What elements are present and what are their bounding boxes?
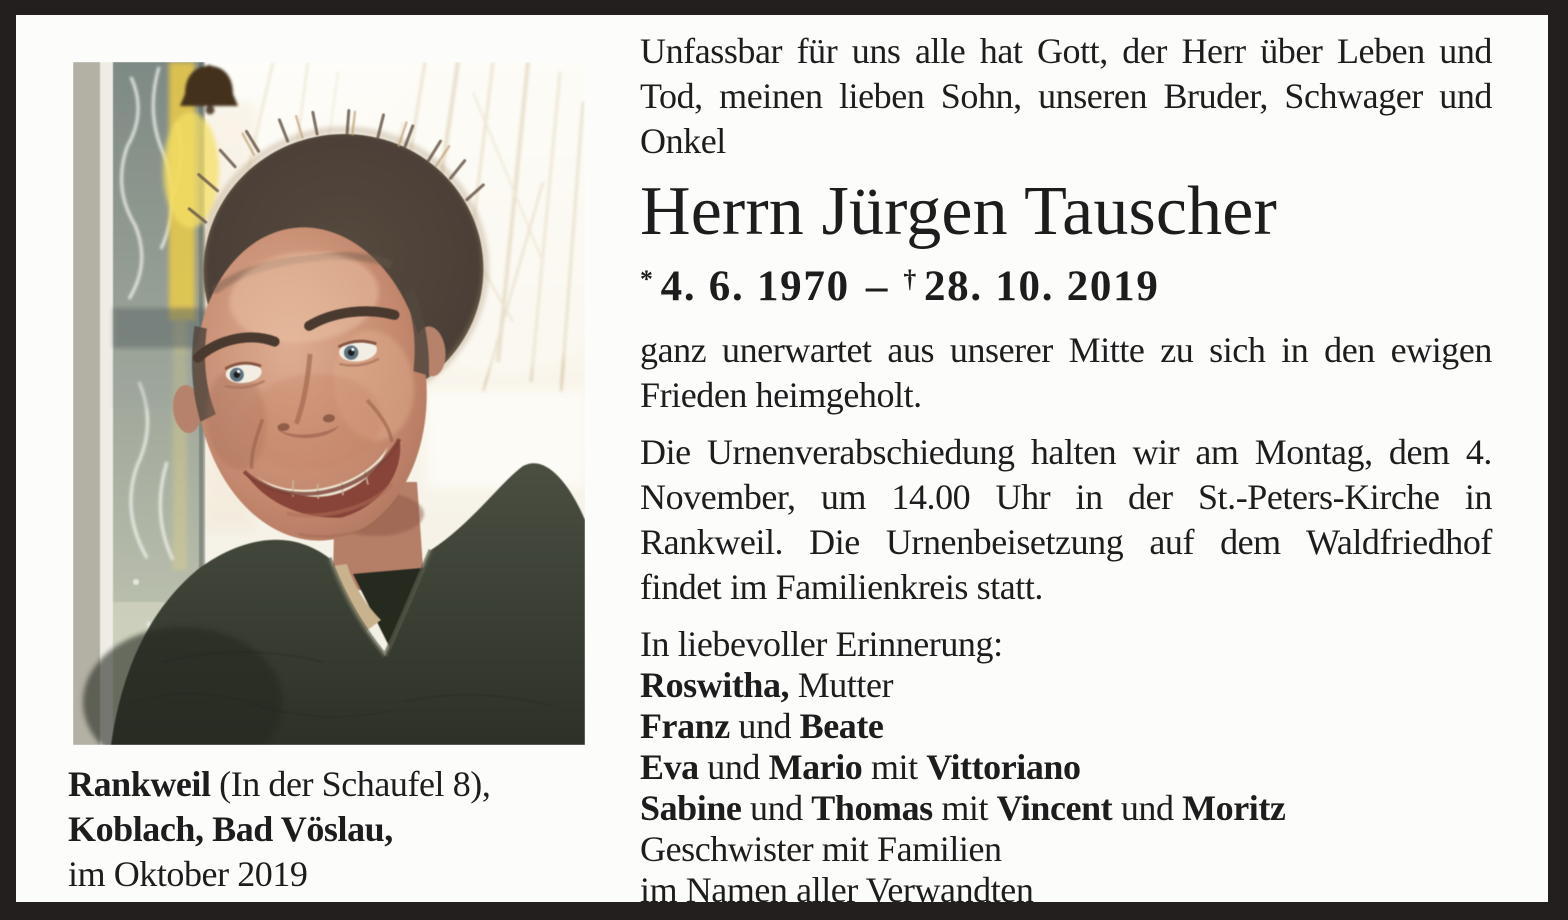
location-line-1 [68, 762, 608, 807]
location-date: im Oktober 2019 [68, 854, 308, 894]
birth-death-dates [640, 254, 1492, 312]
birth-star-icon: * [640, 264, 655, 293]
mourner-connector: und [741, 787, 812, 828]
remembrance-heading: In liebevoller Erinnerung: [640, 623, 1003, 664]
location-places-2: Koblach, Bad Vöslau, [68, 809, 393, 849]
mourner-name: Thomas [811, 787, 933, 828]
mourner-name: Roswitha, [640, 664, 790, 705]
remembrance-block [640, 624, 1492, 911]
mourner-name: Beate [799, 705, 884, 746]
portrait-photo [73, 62, 585, 745]
mourner-connector: und [1112, 787, 1183, 828]
location-line-3 [68, 852, 608, 897]
mourner-connector: mit [932, 787, 997, 828]
mourner-name: Franz [640, 705, 730, 746]
mourner-relation: Mutter [789, 664, 894, 705]
location-line-2 [68, 807, 608, 852]
mourner-line-1 [640, 665, 1492, 706]
mourner-line-4 [640, 788, 1492, 829]
notice-text-column [640, 29, 1492, 911]
passing-paragraph: ganz unerwartet aus unserer Mitte zu sich in den ewigen Frieden heimgeholt. [640, 329, 1492, 415]
mourner-line-2 [640, 706, 1492, 747]
location-place: Rankweil [68, 764, 211, 804]
intro-paragraph: Unfassbar für uns alle hat Gott, der Herr über Leben und Tod, meinen lieben Sohn, unseren Bruder, Schwager und Onkel [640, 31, 1492, 161]
mourner-name: Sabine [640, 787, 742, 828]
location-address: (In der Schaufel 8), [210, 764, 491, 804]
death-cross-icon: † [903, 264, 918, 293]
mourner-name: Eva [640, 746, 699, 787]
mourner-connector: mit [862, 746, 927, 787]
deceased-name: Herrn Jürgen Tauscher [640, 173, 1277, 250]
mourner-name: Vittoriano [926, 746, 1081, 787]
ceremony-paragraph: Die Urnenverabschiedung halten wir am Montag, dem 4. November, um 14.00 Uhr in der St.-Peters-Kirche in Rankweil. Die Urnenbeisetzung auf dem Waldfriedhof findet im Familienkreis statt. [640, 431, 1492, 607]
window-frame-strip [100, 62, 113, 745]
death-date: 28. 10. 2019 [923, 262, 1160, 310]
dates-separator: – [865, 262, 888, 310]
portrait-photo-svg [73, 62, 585, 745]
mourner-name: Mario [768, 746, 863, 787]
mourner-connector: und [698, 746, 769, 787]
location-block [68, 762, 608, 897]
mourner-name: Moritz [1182, 787, 1286, 828]
notice-card [16, 15, 1548, 910]
closing-line-2: im Namen aller Verwandten [640, 869, 1034, 910]
mourner-name: Vincent [996, 787, 1113, 828]
window-sill-highlight [428, 392, 585, 487]
closing-line-1: Geschwister mit Familien [640, 828, 1002, 869]
birth-date: 4. 6. 1970 [660, 262, 850, 310]
mourner-line-3 [640, 747, 1492, 788]
mourner-connector: und [729, 705, 800, 746]
wall-strip [73, 62, 101, 745]
